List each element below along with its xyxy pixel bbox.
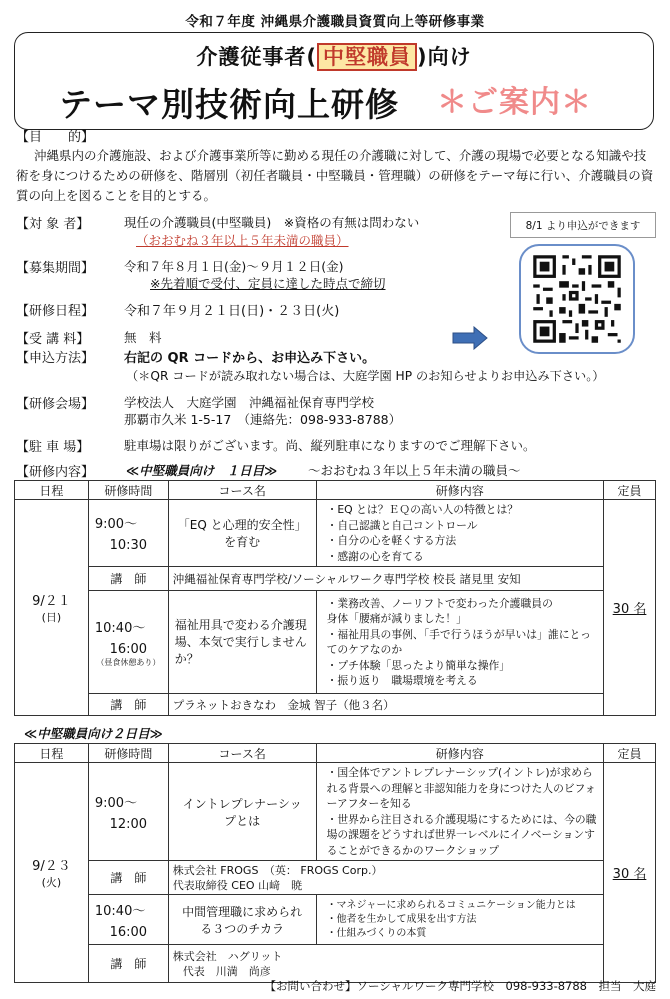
day1-s2-lecturer: プラネットおきなわ 金城 智子（他３名） — [168, 694, 603, 716]
title-box — [14, 32, 654, 130]
purpose-text: 沖縄県内の介護施設、および介護事業所等に勤める現任の介護職に対して、介護の現場で必要となる知識や技術を身につけるための研修を、階層別（初任者職員・中堅職員・管理職）の研修をテーマ毎に行い、介護職員の資質の向上を図ることを目的とする。 — [16, 148, 654, 203]
day1-s2-time — [88, 591, 168, 694]
day2-s2-lecturer-label: 講 師 — [88, 945, 168, 983]
top-title: 令和７年度 沖縄県介護職員資質向上等研修事業 — [185, 14, 485, 30]
period-sub: ※先着順で受付、定員に達した時点で締切 — [150, 276, 386, 291]
dates-text: 令和７年９月２１日(日)・２３日(火) — [124, 304, 340, 319]
title-line1-before: 介護従事者( — [196, 45, 317, 69]
qr-frame[interactable] — [519, 244, 635, 354]
fee-label: 【受 講 料】 — [16, 332, 90, 347]
qr-code-icon[interactable] — [530, 252, 624, 346]
day1-s2-lecturer-label: 講 師 — [88, 694, 168, 716]
day2-s1-lecturer-1: 株式会社 FROGS （英： FROGS Corp.） — [172, 863, 383, 877]
day1-capacity-text: 30 名 — [612, 602, 647, 617]
day1-date-text: 9/２１ — [32, 594, 71, 609]
list-item: ・自分の心を軽くする方法 — [326, 534, 457, 547]
target-sub: （おおむね３年以上５年未満の職員） — [136, 233, 349, 248]
day2-s1-start: 9:00～ — [94, 795, 138, 811]
day2-s2-content — [316, 895, 603, 945]
day1-s2-course: 福祉用具で変わる介護現場、本気で実行しませんか？ — [168, 591, 316, 694]
list-item: ・世界から注目される介護現場にするためには、今の職場の課題をどうすれば世界一レベルにイノベーションすることができるかのワークショップ — [326, 812, 597, 857]
day2-s1-time — [88, 763, 168, 861]
day2-s1-course: イントレプレナーシップとは — [168, 763, 316, 861]
day2-weekday: (火) — [41, 876, 62, 889]
day2-table — [14, 743, 656, 983]
venue-label: 【研修会場】 — [16, 397, 95, 412]
day1-s1-start: 9:00～ — [94, 517, 138, 532]
content-label: 【研修内容】 — [16, 465, 95, 480]
day1-s2-content — [316, 591, 603, 694]
main-title: テーマ別技術向上研修 — [59, 85, 399, 124]
title-line1-after: )向け — [417, 45, 472, 69]
th-date: 日程 — [15, 744, 89, 763]
day1-s1-content — [316, 500, 603, 567]
day2-s2-lecturer — [168, 945, 603, 983]
annai-text: ＊ご案内＊ — [437, 85, 592, 120]
dates-label: 【研修日程】 — [16, 304, 95, 319]
method-label: 【申込方法】 — [16, 351, 95, 366]
day1-table — [14, 480, 656, 716]
method-text: 右記の QR コードから、お申込み下さい。 — [124, 351, 376, 366]
list-item: ・振り返り 職場環境を考える — [326, 674, 478, 687]
day2-capacity — [604, 763, 656, 983]
list-item: ・業務改善、ノーリフトで変わった介護職員の — [326, 596, 553, 610]
th-time: 研修時間 — [88, 481, 168, 500]
day2-capacity-text: 30 名 — [612, 867, 647, 882]
footer-contact: 【お問い合わせ】ソーシャルワーク専門学校 098-933-8788 担当 大庭 — [264, 979, 656, 993]
list-item: ・EQ とは？ＥＱの高い人の特徴とは？ — [326, 503, 519, 516]
day1-date — [15, 500, 89, 716]
day1-s1-lecturer-label: 講 師 — [88, 567, 168, 591]
day2-date — [15, 763, 89, 983]
day1-s2-note: （昼食休憩あり） — [96, 657, 161, 667]
day1-s2-end: 16:00 — [109, 641, 148, 657]
list-item: ・仕組みづくりの本質 — [326, 927, 427, 939]
list-item: ・他者を生かして成果を出す方法 — [326, 913, 477, 925]
day2-s2-time — [88, 895, 168, 945]
right-arrow-icon — [452, 326, 488, 350]
day2-heading: ≪中堅職員向け２日目≫ — [24, 726, 163, 741]
day2-s1-content — [316, 763, 603, 861]
day1-subheading: ～おおむね３年以上５年未満の職員～ — [308, 463, 521, 478]
day2-s1-lecturer-2: 代表取締役 CEO 山﨑 暁 — [172, 878, 303, 892]
th-time: 研修時間 — [88, 744, 168, 763]
period-text: 令和７年８月１日(金)～９月１２日(金) — [124, 259, 344, 274]
title-highlight: 中堅職員 — [317, 43, 417, 71]
day2-s2-start: 10:40～ — [94, 903, 146, 919]
day1-s1-time — [88, 500, 168, 567]
day2-s2-course: 中間管理職に求められる３つのチカラ — [168, 895, 316, 945]
venue-line2: 那覇市久米 1-5-17 （連絡先：098-933-8788） — [124, 412, 402, 427]
list-item: ・自己認識と自己コントロール — [326, 518, 478, 532]
day2-s2-lecturer-2: 代表 川満 尚彦 — [182, 964, 271, 978]
th-content: 研修内容 — [316, 481, 603, 500]
day2-s1-end: 12:00 — [109, 816, 148, 832]
period-label: 【募集期間】 — [16, 261, 95, 276]
th-course: コース名 — [168, 481, 316, 500]
day1-s1-lecturer: 沖縄福祉保育専門学校/ソーシャルワーク専門学校 校長 諸見里 安知 — [168, 567, 603, 591]
day2-s2-lecturer-1: 株式会社 ハグリット — [172, 949, 283, 963]
parking-label: 【駐 車 場】 — [16, 440, 90, 455]
list-item: ・国全体でアントレプレナーシップ(イントレ)が求められる背景への理解と非認知能力を身につけた人のビフォーアフターを知る — [326, 766, 596, 810]
day1-s1-course: 「EQ と心理的安全性」を育む — [168, 500, 316, 567]
parking-text: 駐車場は限りがございます。尚、縦列駐車になりますのでご理解下さい。 — [124, 438, 536, 453]
day1-s2-start: 10:40～ — [94, 620, 146, 636]
th-course: コース名 — [168, 744, 316, 763]
title-line1 — [15, 41, 653, 71]
day2-s1-lecturer — [168, 861, 603, 895]
target-label: 【対 象 者】 — [16, 217, 90, 232]
th-content: 研修内容 — [316, 744, 603, 763]
day1-capacity — [604, 500, 656, 716]
day1-s1-end: 10:30 — [109, 538, 148, 553]
venue-line1: 学校法人 大庭学園 沖縄福祉保育専門学校 — [124, 395, 375, 410]
list-item: ・マネジャーに求められるコミュニケーション能力とは — [326, 899, 576, 911]
th-capacity: 定員 — [604, 481, 656, 500]
list-item: ・福祉用具の事例、「手で行うほうが早いは」誰にとってのケアなのか — [326, 627, 591, 656]
target-text: 現任の介護職員(中堅職員) ※資格の有無は問わない — [124, 215, 420, 230]
list-item: 身体「腰痛が減りました！」 — [326, 612, 467, 625]
day2-s2-end: 16:00 — [109, 924, 148, 940]
day1-heading: ≪中堅職員向け １日目≫ — [126, 463, 278, 478]
method-sub: （＊QR コードが読み取れない場合は、大庭学園 HP のお知らせよりお申込み下さい。） — [126, 369, 605, 383]
purpose-label: 【目 的】 — [16, 130, 95, 145]
day2-date-text: 9/２３ — [32, 859, 71, 874]
list-item: ・感謝の心を育てる — [326, 549, 424, 563]
list-item: ・プチ体験「思ったより簡単な操作」 — [326, 658, 511, 672]
fee-text: 無 料 — [124, 330, 162, 345]
th-capacity: 定員 — [604, 744, 656, 763]
apply-notice: 8/1 より申込ができます — [510, 212, 656, 238]
day1-weekday: (日) — [41, 611, 62, 624]
th-date: 日程 — [15, 481, 89, 500]
day2-s1-lecturer-label: 講 師 — [88, 861, 168, 895]
